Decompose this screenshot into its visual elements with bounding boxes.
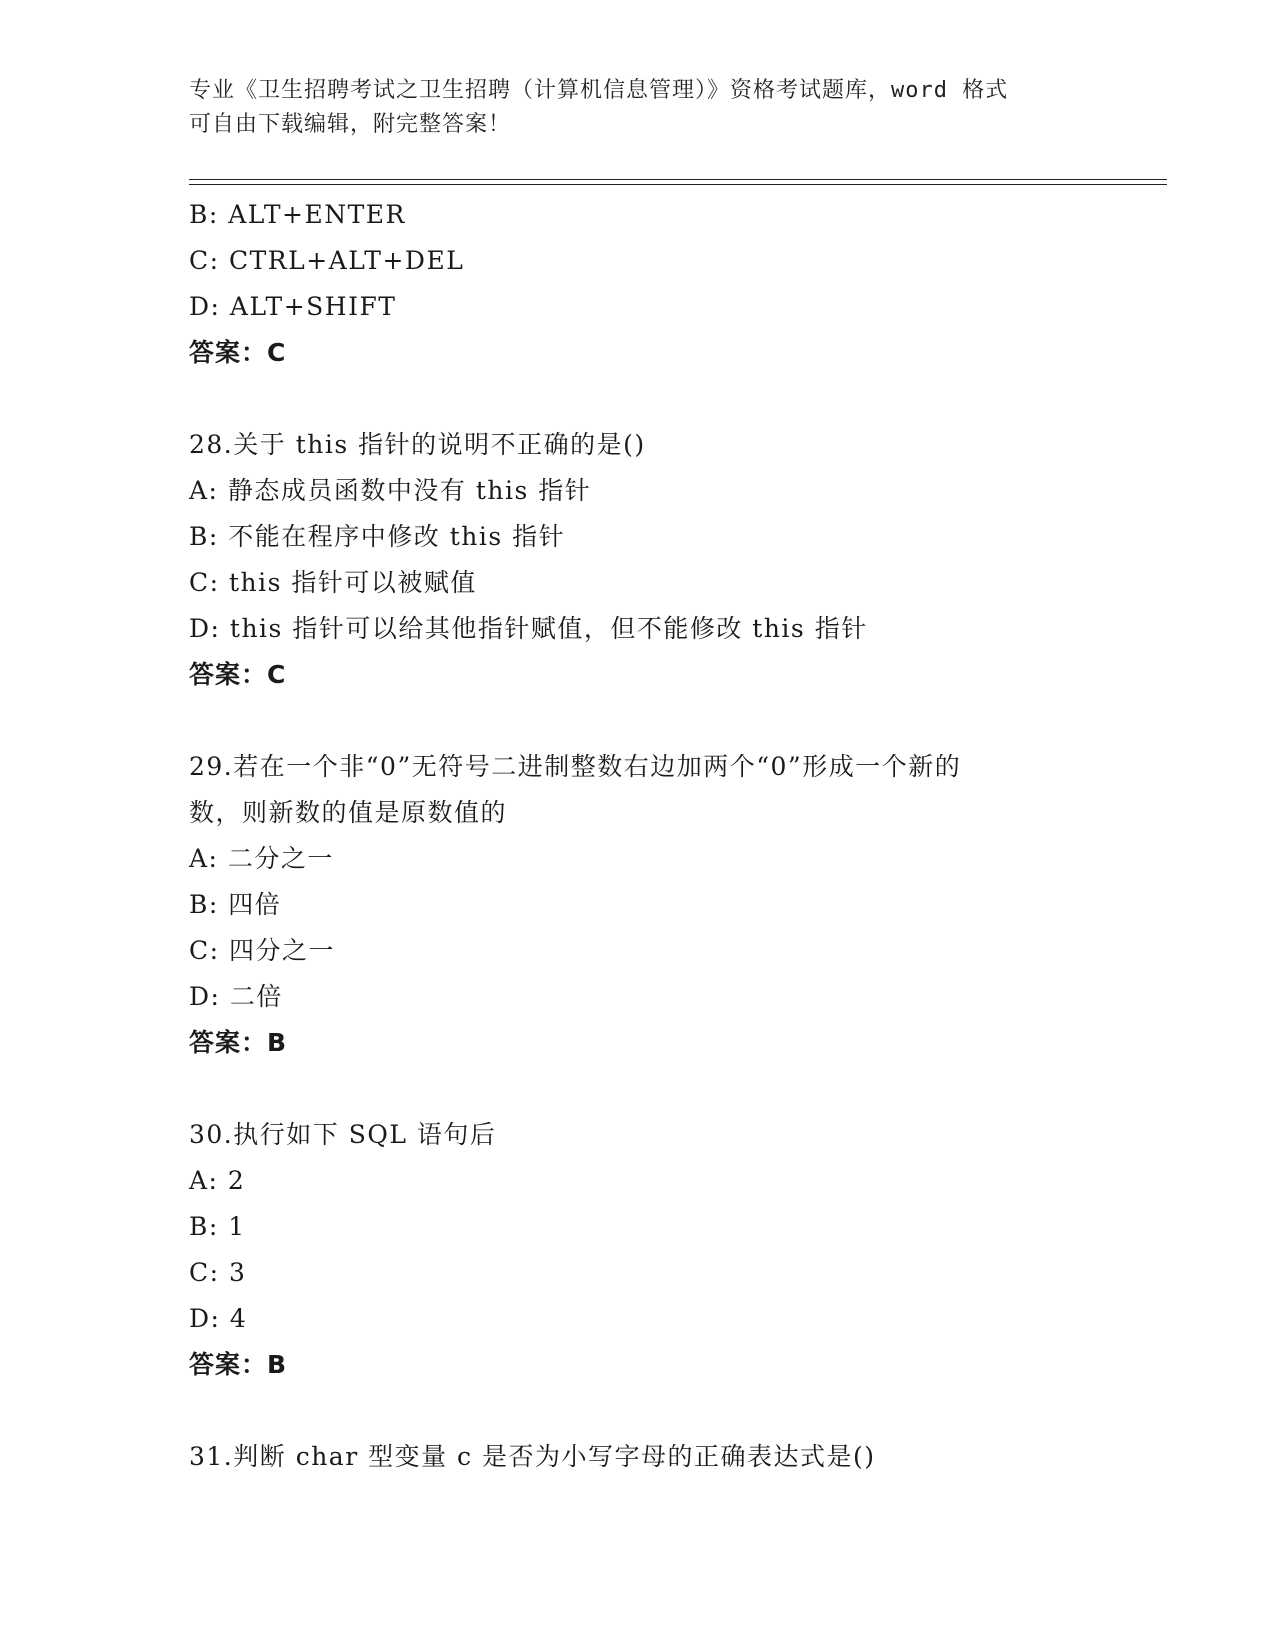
question-31: [189, 1434, 1139, 1480]
spacer: [189, 1388, 1139, 1434]
option-d: D: this 指针可以给其他指针赋值，但不能修改 this 指针: [189, 614, 868, 643]
option-c: C: CTRL+ALT+DEL: [189, 246, 465, 275]
question-29: [189, 744, 1139, 1066]
question-30: [189, 1112, 1139, 1388]
answer-line: 答案：C: [189, 338, 287, 367]
option-c: C: this 指针可以被赋值: [189, 568, 477, 597]
option-a: A: 二分之一: [189, 844, 334, 873]
option-d: D: 4: [189, 1304, 248, 1333]
option-d: D: 二倍: [189, 982, 283, 1011]
document-header: [189, 74, 1089, 142]
option-d: D: ALT+SHIFT: [189, 292, 397, 321]
option-a: A: 静态成员函数中没有 this 指针: [189, 476, 592, 505]
question-list: [189, 192, 1139, 1480]
question-stem: 30.执行如下 SQL 语句后: [189, 1120, 497, 1149]
spacer: [189, 376, 1139, 422]
spacer: [189, 698, 1139, 744]
header-divider-top: [189, 179, 1167, 180]
option-b: B: 四倍: [189, 890, 282, 919]
question-stem-line-2: 数，则新数的值是原数值的: [189, 798, 508, 827]
option-b: B: 不能在程序中修改 this 指针: [189, 522, 566, 551]
answer-line: 答案：B: [189, 1028, 288, 1057]
option-b: B: ALT+ENTER: [189, 200, 406, 229]
question-stem: 28.关于 this 指针的说明不正确的是(): [189, 430, 646, 459]
option-c: C: 3: [189, 1258, 247, 1287]
question-28: [189, 422, 1139, 698]
option-a: A: 2: [189, 1166, 246, 1195]
question-27-continued: [189, 192, 1139, 376]
question-stem: 31.判断 char 型变量 c 是否为小写字母的正确表达式是(): [189, 1442, 876, 1471]
answer-line: 答案：C: [189, 660, 287, 689]
spacer: [189, 1066, 1139, 1112]
header-line-2: 可自由下载编辑，附完整答案！: [189, 112, 512, 137]
header-divider-bottom: [189, 184, 1167, 185]
option-b: B: 1: [189, 1212, 246, 1241]
option-c: C: 四分之一: [189, 936, 335, 965]
question-stem-line-1: 29.若在一个非“0”无符号二进制整数右边加两个“0”形成一个新的: [189, 752, 962, 781]
answer-line: 答案：B: [189, 1350, 288, 1379]
header-line-1: 专业《卫生招聘考试之卫生招聘（计算机信息管理）》资格考试题库，word 格式: [189, 78, 1009, 103]
